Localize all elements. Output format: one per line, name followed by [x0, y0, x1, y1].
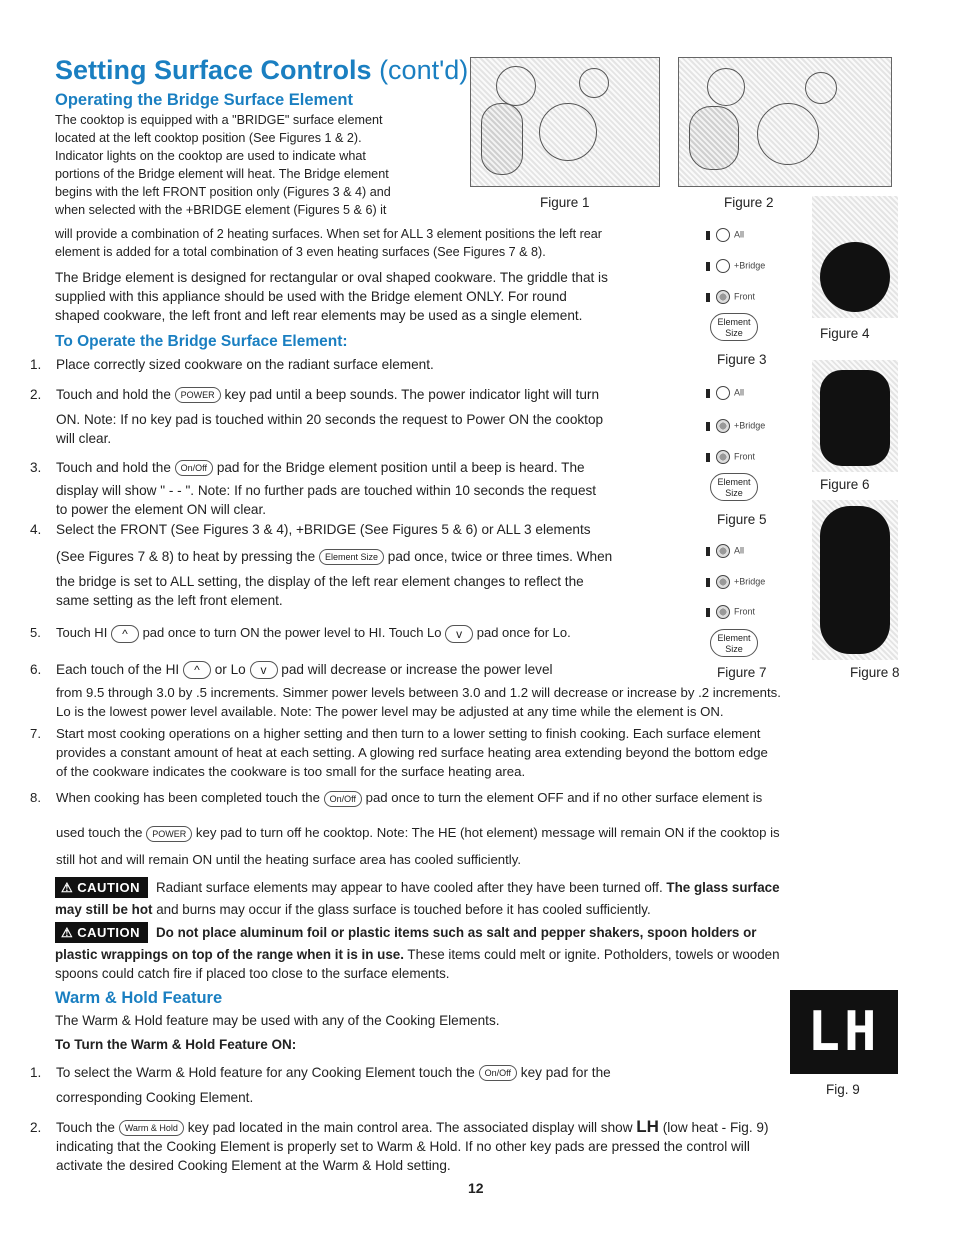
fig7-indicator-front: Front [706, 605, 755, 619]
step-2: 2. Touch and hold the POWER key pad until a beep sounds. The power indicator light will turn ON. Note: If no key pad is touched within 20 seconds the request to Power ON the cooktop will clear. [30, 387, 604, 446]
warm-hold-key[interactable]: Warm & Hold [119, 1120, 184, 1136]
figure-1-caption: Figure 1 [540, 195, 590, 210]
right-front-burner [757, 103, 819, 165]
front-element-lit [820, 242, 890, 312]
fig3-indicator-bridge: +Bridge [706, 259, 765, 273]
bridge-intro-wide: will provide a combination of 2 heating surfaces. When set for ALL 3 element positions the left rear element is added for a total combination of 3 even heating surfaces (See Figures 7 & 8). [55, 227, 602, 259]
on-off-key[interactable]: On/Off [324, 791, 362, 807]
caution-badge: ⚠ CAUTION [55, 877, 148, 898]
figure-6-cooktop [812, 360, 898, 472]
right-front-burner [539, 103, 597, 161]
bridge-element [481, 103, 523, 175]
warm-hold-intro: The Warm & Hold feature may be used with any of the Cooking Elements. [55, 1013, 500, 1028]
warm-hold-heading: Warm & Hold Feature [55, 989, 223, 1007]
figure-2-cooktop [678, 57, 892, 187]
figure-8-caption: Figure 8 [850, 665, 900, 680]
power-key[interactable]: POWER [146, 826, 192, 842]
element-size-key[interactable]: Element Size [710, 313, 758, 341]
caution-2: ⚠ CAUTION Do not place aluminum foil or plastic items such as salt and pepper shakers, spoon holders or plastic wrappings on top of the range when it is in use. These items could melt or ignite. Potholders, towels or wooden spoons could catch fire if placed too close to the surface elements. [55, 922, 915, 983]
bridge-element [689, 106, 739, 170]
on-off-key[interactable]: On/Off [175, 460, 213, 476]
page-title: Setting Surface Controls (cont'd) [55, 55, 469, 85]
step-8: 8. When cooking has been completed touch the On/Off pad once to turn the element OFF and if no other surface element is used touch the POWER key pad to turn off he cooktop. Note: The HE (hot element) message will remain ON if the cooktop is still hot and will remain ON until the heating surface area has cooled sufficiently. [30, 790, 780, 867]
step-6: 6. Each touch of the HI ^ or Lo v pad will decrease or increase the power level from 9.5 through 3.0 by .5 increments. Simmer power levels between 3.0 and 1.2 will decrease or increase by .2 increments. Lo is the lowest power level available. Note: The power level may be adjusted at any time while the element is ON. [30, 662, 781, 720]
caution-1: ⚠ CAUTION Radiant surface elements may appear to have cooled after they have been turned off. The glass surface may still be hot and burns may occur if the glass surface is touched before it has cooled sufficiently. [55, 877, 915, 919]
figure-4-cooktop [812, 196, 898, 318]
right-rear-burner [805, 72, 837, 104]
operate-heading: To Operate the Bridge Surface Element: [55, 333, 348, 350]
element-size-key[interactable]: Element Size [319, 549, 384, 565]
bridge-design-text: The Bridge element is designed for rectangular or oval shaped cookware. The griddle that is supplied with this appliance should be used with the Bridge element ONLY. For round shaped cookware, the left front and left rear elements may be used as a single element. [55, 270, 608, 323]
hi-up-key[interactable]: ^ [111, 625, 139, 643]
lo-down-key[interactable]: v [250, 661, 278, 679]
fig7-indicator-bridge: +Bridge [706, 575, 765, 589]
hi-up-key[interactable]: ^ [183, 661, 211, 679]
bridge-heading: Operating the Bridge Surface Element [55, 91, 353, 109]
figure-2-caption: Figure 2 [724, 195, 774, 210]
caution-badge: ⚠ CAUTION [55, 922, 148, 943]
step-1: 1. Place correctly sized cookware on the radiant surface element. [30, 357, 434, 372]
element-size-key[interactable]: Element Size [710, 629, 758, 657]
warm-step-1: 1. To select the Warm & Hold feature for any Cooking Element touch the On/Off key pad for the corresponding Cooking Element. [30, 1065, 611, 1105]
step-3: 3. Touch and hold the On/Off pad for the Bridge element position until a beep is heard. The display will show " - - ". Note: If no further pads are touched within 10 seconds the request to power the element ON will clear. [30, 460, 597, 517]
fig5-indicator-front: Front [706, 450, 755, 464]
fig5-indicator-bridge: +Bridge [706, 419, 765, 433]
figure-8-cooktop [812, 500, 898, 660]
power-key[interactable]: POWER [175, 387, 221, 403]
figure-3-caption: Figure 3 [717, 352, 767, 367]
all-elements-lit [820, 506, 890, 654]
lh-display: LH [790, 990, 898, 1074]
figure-4-caption: Figure 4 [820, 326, 870, 341]
bridge-element-lit [820, 370, 890, 466]
step-5: 5. Touch HI ^ pad once to turn ON the power level to HI. Touch Lo v pad once for Lo. [30, 625, 571, 641]
figure-5-caption: Figure 5 [717, 512, 767, 527]
page-number: 12 [468, 1180, 484, 1196]
step-4: 4. Select the FRONT (See Figures 3 & 4), +BRIDGE (See Figures 5 & 6) or ALL 3 elements (See Figures 7 & 8) to heat by pressing the Element Size pad once, twice or three times. When the bridge is set to ALL setting, the display of the left rear element changes to reflect the same setting as the left front element. [30, 522, 613, 608]
fig3-indicator-front: Front [706, 290, 755, 304]
lo-down-key[interactable]: v [445, 625, 473, 643]
bridge-intro: The cooktop is equipped with a "BRIDGE" surface element located at the left cooktop position (See Figures 1 & 2). Indicator lights on the cooktop are used to indicate what portions of the Bridge element will heat. The Bridge element begins with the left FRONT position only (Figures 3 & 4) and when selected with the +BRIDGE element (Figures 5 & 6) it [55, 113, 391, 217]
fig7-indicator-all: All [706, 544, 744, 558]
figure-7-caption: Figure 7 [717, 665, 767, 680]
rear-left-burner [707, 68, 745, 106]
figure-6-caption: Figure 6 [820, 477, 870, 492]
fig3-indicator-all: All [706, 228, 744, 242]
on-off-key[interactable]: On/Off [479, 1065, 517, 1081]
right-rear-burner [579, 68, 609, 98]
figure-9-caption: Fig. 9 [826, 1082, 860, 1097]
warm-step-2: 2. Touch the Warm & Hold key pad located in the main control area. The associated display will show LH (low heat - Fig. 9) indicating that the Cooking Element is properly set to Warm & Hold. If no other key pads are pressed the control will activate the desired Cooking Element at the Warm & Hold setting. [30, 1117, 769, 1173]
rear-left-burner [496, 66, 536, 106]
figure-1-cooktop [470, 57, 660, 187]
element-size-key[interactable]: Element Size [710, 473, 758, 501]
warm-hold-subheading: To Turn the Warm & Hold Feature ON: [55, 1037, 297, 1052]
fig5-indicator-all: All [706, 386, 744, 400]
step-7: 7. Start most cooking operations on a higher setting and then turn to a lower setting to finish cooking. Each surface element provides a constant amount of heat at each setting. A glowing red surface heating area extending beyond the bottom edge of the cookware indicates the cookware is too small for the surface heating area. [30, 726, 768, 779]
